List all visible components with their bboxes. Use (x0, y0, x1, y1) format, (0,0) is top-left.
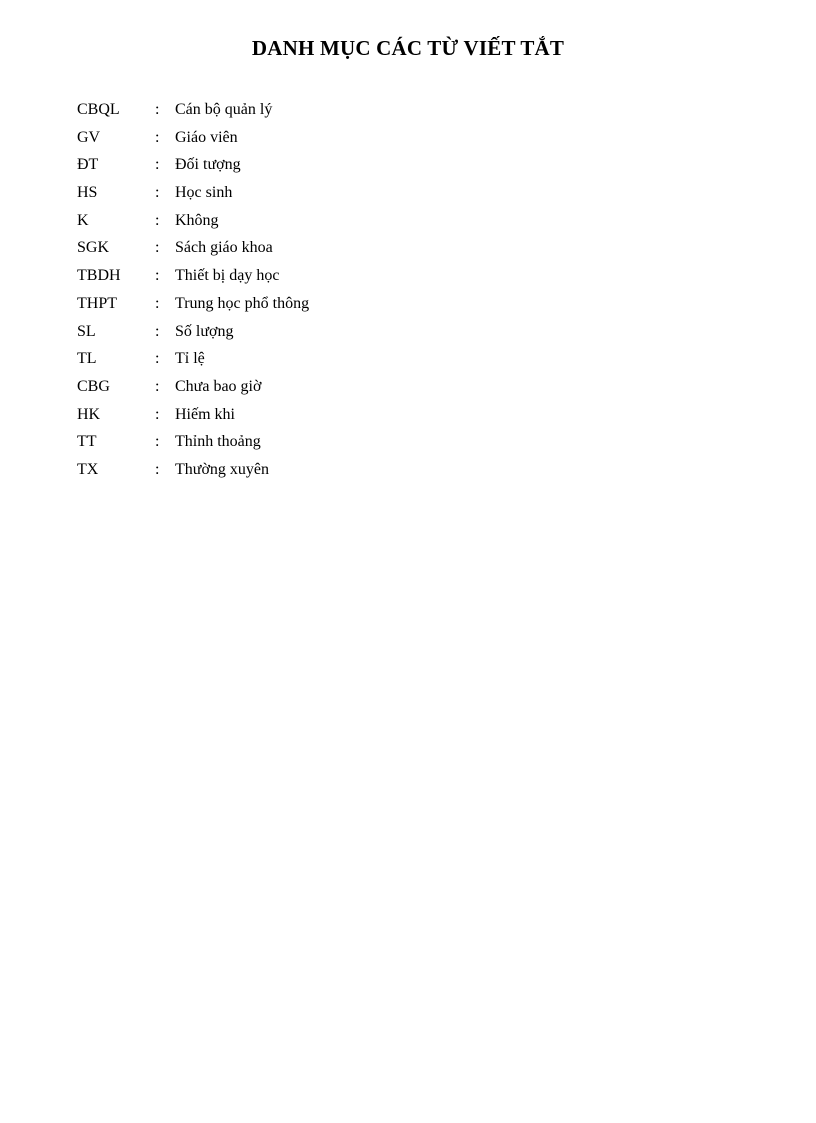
abbreviation-row (77, 322, 309, 350)
abbreviation-separator: : (155, 433, 160, 451)
abbreviation-code: K (77, 211, 89, 229)
abbreviation-row (77, 183, 309, 211)
abbreviation-meaning: Học sinh (175, 184, 233, 202)
abbreviation-row (77, 128, 309, 156)
abbreviation-separator: : (155, 405, 160, 423)
abbreviation-row (77, 349, 309, 377)
abbreviation-meaning: Đối tượng (175, 156, 241, 174)
abbreviation-meaning: Cán bộ quản lý (175, 101, 273, 118)
abbreviation-row (77, 460, 309, 488)
abbreviation-code: TL (77, 350, 97, 368)
abbreviation-code: CBG (77, 377, 110, 395)
abbreviation-code: CBQL (77, 101, 120, 118)
abbreviation-separator: : (155, 156, 160, 174)
abbreviation-row (77, 377, 309, 405)
abbreviation-row (77, 155, 309, 183)
abbreviation-separator: : (155, 377, 160, 395)
abbreviation-meaning: Giáo viên (175, 128, 238, 146)
abbreviation-row (77, 405, 309, 433)
abbreviation-separator: : (155, 460, 160, 478)
abbreviation-meaning: Không (175, 211, 219, 229)
abbreviation-list (77, 100, 309, 488)
abbreviation-row (77, 294, 309, 322)
abbreviation-code: ĐT (77, 156, 99, 174)
abbreviation-separator: : (155, 322, 160, 340)
abbreviation-separator: : (155, 184, 160, 202)
abbreviation-code: TX (77, 460, 99, 478)
abbreviation-row (77, 266, 309, 294)
abbreviation-separator: : (155, 101, 160, 118)
abbreviation-meaning: Sách giáo khoa (175, 239, 273, 257)
abbreviation-code: GV (77, 128, 101, 146)
abbreviation-row (77, 238, 309, 266)
abbreviation-separator: : (155, 211, 160, 229)
abbreviation-code: HK (77, 405, 101, 423)
abbreviation-meaning: Tỉ lệ (175, 350, 205, 368)
abbreviation-code: THPT (77, 294, 117, 312)
abbreviation-row (77, 100, 309, 128)
abbreviation-separator: : (155, 350, 160, 368)
abbreviation-separator: : (155, 267, 160, 285)
abbreviation-separator: : (155, 239, 160, 257)
abbreviation-meaning: Thỉnh thoảng (175, 433, 261, 451)
abbreviation-code: TBDH (77, 267, 121, 285)
abbreviation-meaning: Trung học phổ thông (175, 294, 310, 312)
abbreviation-row (77, 432, 309, 460)
abbreviation-meaning: Số lượng (175, 322, 234, 340)
abbreviation-code: TT (77, 433, 97, 451)
abbreviation-code: HS (77, 184, 98, 202)
abbreviation-code: SL (77, 322, 96, 340)
abbreviation-meaning: Thường xuyên (175, 460, 270, 478)
abbreviation-separator: : (155, 128, 160, 146)
abbreviation-row (77, 211, 309, 239)
abbreviation-meaning: Thiết bị dạy học (175, 267, 280, 285)
abbreviation-separator: : (155, 294, 160, 312)
page-title: DANH MỤC CÁC TỪ VIẾT TẮT (251, 36, 565, 60)
abbreviation-meaning: Chưa bao giờ (175, 377, 262, 395)
abbreviation-code: SGK (77, 239, 110, 257)
abbreviation-meaning: Hiếm khi (175, 405, 235, 423)
